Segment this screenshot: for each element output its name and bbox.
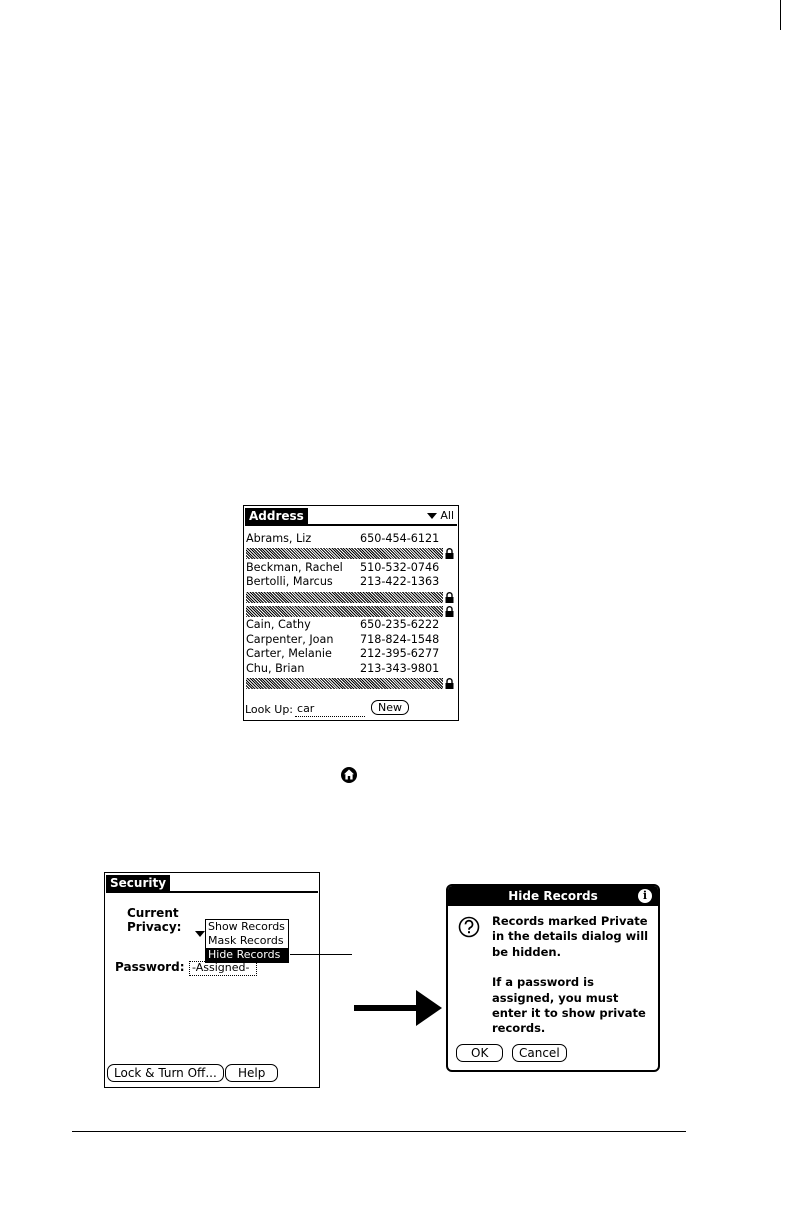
dialog-title: Hide Records [508,889,598,903]
right-arrow-icon [354,990,442,1026]
password-label: Password: [115,960,185,974]
masked-record[interactable] [245,604,457,618]
home-icon [340,766,358,784]
record-name: Beckman, Rachel [246,560,343,574]
masked-bar [246,548,443,559]
dropdown-arrow-icon[interactable] [195,931,205,937]
option-show-records[interactable]: Show Records [208,920,285,933]
category-picker[interactable] [427,508,454,524]
record-name: Cain, Cathy [246,618,311,632]
record-name: Carpenter, Joan [246,632,334,646]
password-field[interactable]: -Assigned- [189,961,257,976]
list-item[interactable] [245,633,457,647]
address-titlebar [244,506,458,526]
list-item[interactable] [245,532,457,546]
lock-turn-off-button[interactable]: Lock & Turn Off... [107,1064,224,1082]
record-phone: 650-235-6222 [360,618,440,632]
record-phone: 212-395-6277 [360,647,440,661]
lock-icon [445,606,454,617]
address-title: Address [245,508,308,524]
record-phone: 213-343-9801 [360,661,440,675]
lookup-bar [245,702,365,717]
question-icon [458,916,480,938]
current-label: Current [127,906,179,920]
lookup-input[interactable]: car [295,702,365,717]
masked-bar [246,678,443,689]
lock-icon [445,678,454,689]
info-icon[interactable]: i [638,889,652,903]
security-screen [104,872,320,1088]
title-rule [245,524,457,526]
dialog-message [492,914,652,1037]
help-button[interactable]: Help [225,1064,278,1082]
cancel-button[interactable]: Cancel [512,1044,567,1062]
dropdown-arrow-icon [427,513,437,519]
address-list [245,532,457,690]
dialog-titlebar [448,886,658,906]
masked-bar [246,606,443,617]
ok-button[interactable]: OK [456,1044,503,1062]
record-name: Abrams, Liz [246,532,312,545]
crop-mark [780,0,781,30]
category-label: All [440,509,454,522]
record-name: Carter, Melanie [246,647,332,661]
message-password: If a password is assigned, you must enter it to show private records. [492,975,646,1036]
masked-bar [246,592,443,603]
page-footer-rule [72,1131,686,1132]
lookup-label: Look Up: [245,702,294,716]
privacy-popup [205,919,289,963]
callout-line [290,954,352,955]
list-item[interactable] [245,662,457,676]
masked-record[interactable] [245,590,457,604]
list-item[interactable] [245,647,457,661]
record-phone: 650-454-6121 [360,532,440,545]
lock-icon [445,592,454,603]
title-rule [106,891,318,893]
address-screen [243,505,459,721]
masked-record[interactable] [245,546,457,560]
lock-icon [445,548,454,559]
record-phone: 718-824-1548 [360,632,440,646]
option-hide-records[interactable]: Hide Records [206,948,288,962]
message-hidden: Records marked Private in the details dialog will be hidden. [492,914,649,959]
list-item[interactable] [245,575,457,589]
record-name: Chu, Brian [246,661,305,675]
list-item[interactable] [245,618,457,632]
record-name: Bertolli, Marcus [246,575,333,589]
hide-records-dialog [446,884,660,1072]
security-title: Security [106,875,170,891]
privacy-label: Privacy: [127,920,182,934]
list-item[interactable] [245,561,457,575]
option-mask-records[interactable]: Mask Records [208,934,284,947]
new-button[interactable]: New [371,700,409,715]
record-phone: 213-422-1363 [360,575,440,589]
record-phone: 510-532-0746 [360,560,440,574]
masked-record[interactable] [245,676,457,690]
